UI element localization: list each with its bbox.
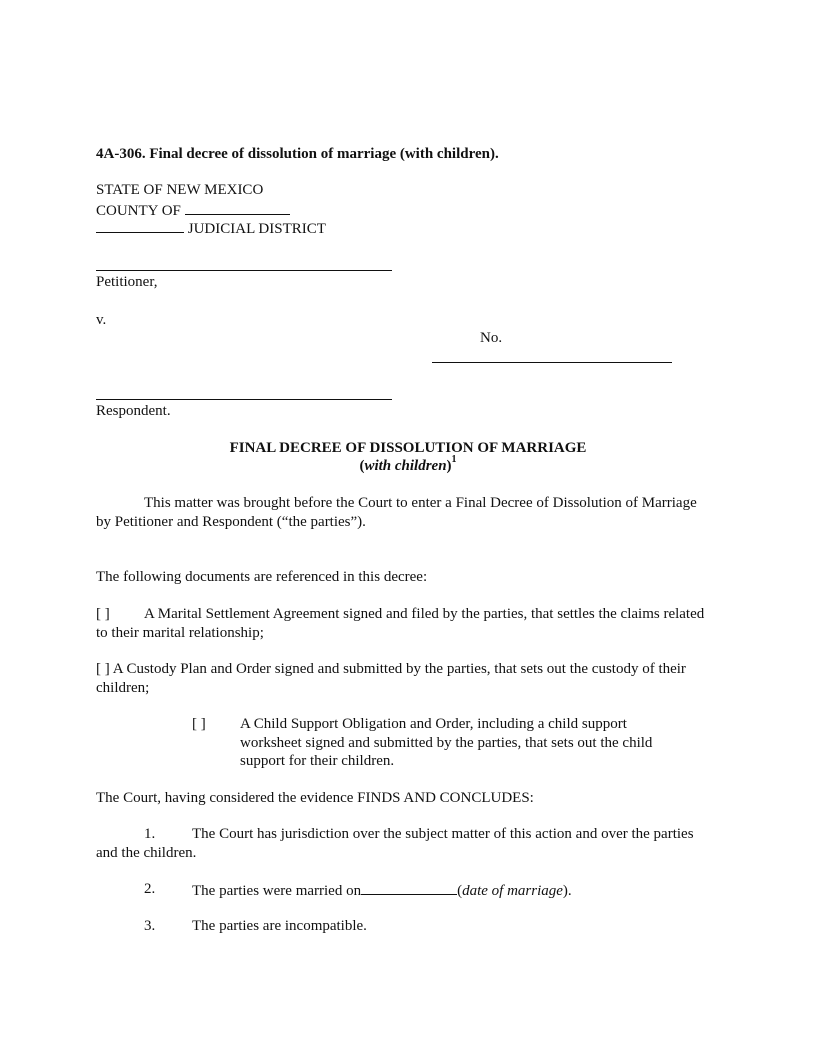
- versus-label: v.: [96, 312, 107, 328]
- marriage-date-hint: date of marriage: [462, 883, 563, 899]
- case-number-line[interactable]: [432, 362, 672, 363]
- checkbox-custody[interactable]: [ ]: [96, 661, 110, 677]
- respondent-label: Respondent.: [96, 403, 171, 419]
- finding-3-number: 3.: [144, 918, 156, 934]
- county-label: COUNTY OF: [96, 203, 181, 219]
- checkbox-child-support[interactable]: [ ]: [192, 716, 206, 732]
- case-number-label: No.: [480, 330, 503, 346]
- petitioner-label: Petitioner,: [96, 274, 158, 290]
- finding-1-text: The Court has jurisdiction over the subject matter of this action and over the parties and the children.: [96, 826, 694, 861]
- petitioner-name-line[interactable]: [96, 270, 392, 271]
- county-blank[interactable]: [185, 200, 290, 215]
- state-label: STATE OF NEW MEXICO: [96, 182, 264, 198]
- document-text-custody: A Custody Plan and Order signed and submitted by the parties, that sets out the custody of their children;: [96, 661, 686, 696]
- decree-subtitle-text: with children: [364, 458, 447, 474]
- checkbox-msa[interactable]: [ ]: [96, 606, 110, 622]
- finding-1-number: 1.: [144, 826, 156, 842]
- finding-3-text: The parties are incompatible.: [192, 918, 367, 934]
- section-heading: 4A-306. Final decree of dissolution of marriage (with children).: [96, 146, 499, 162]
- intro-paragraph: This matter was brought before the Court to enter a Final Decree of Dissolution of Marriage by Petitioner and Respondent (“the parties”).: [96, 495, 697, 530]
- decree-title: FINAL DECREE OF DISSOLUTION OF MARRIAGE: [229, 440, 587, 456]
- document-item-1: [96, 605, 708, 642]
- district-label: JUDICIAL DISTRICT: [187, 221, 326, 237]
- finding-2-number: 2.: [144, 881, 156, 897]
- finding-2-text: The parties were married on: [192, 883, 362, 899]
- finding-2-line: The parties were married on (date of marriage).: [192, 880, 572, 901]
- district-line: [96, 218, 326, 239]
- footnote-ref: 1: [451, 454, 457, 465]
- marriage-date-blank[interactable]: [361, 880, 457, 895]
- decree-subtitle: (with children)$^1$: [359, 454, 457, 474]
- document-text-msa: A Marital Settlement Agreement signed and filed by the parties, that settles the claims related to their marital relationship;: [96, 606, 705, 641]
- respondent-name-line[interactable]: [96, 399, 392, 400]
- district-blank[interactable]: [96, 218, 184, 233]
- document-item-2: [96, 660, 708, 697]
- documents-intro: The following documents are referenced in this decree:: [96, 569, 428, 585]
- document-text-child-support: A Child Support Obligation and Order, including a child support worksheet signed and submitted by the parties, that sets out the child support for their children.: [240, 716, 653, 769]
- findings-intro: The Court, having considered the evidence FINDS AND CONCLUDES:: [96, 790, 534, 806]
